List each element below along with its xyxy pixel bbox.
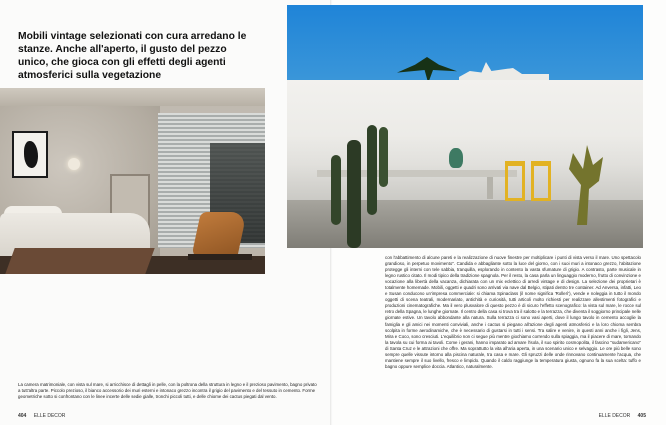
cactus-arm	[331, 155, 341, 225]
bedroom-photo	[0, 88, 265, 274]
cactus-arm	[367, 125, 377, 215]
yellow-chair	[505, 161, 525, 201]
page-number: 404	[18, 413, 27, 419]
wall-lamp	[68, 158, 80, 170]
cactus	[347, 140, 361, 248]
cactus-arm	[379, 127, 388, 187]
folio-right	[599, 413, 646, 419]
photo-caption: La camera matrimoniale, con vista sul mare, si arricchisce di dettagli in pelle, con la poltrona della struttura in legno e il prezioso pavimento, bagno privato a tutt'altra parte. Piccolo prezioso, il bianco accessorio dei muri esterni e intonaco grezzo incontra il grigio del pavimento e del tessuto in cemento. Forme geometriche sotto si confrontano con le linee incerte delle sedie gialle, tronchi piccoli tutti, e delle chiome dei cactus piegati dal vento.	[18, 382, 317, 399]
green-vase	[449, 148, 463, 168]
page-number: 405	[637, 413, 646, 419]
article-body: con l'abbattimento di alcune pareti e la realizzazione di nuove finestre per moltiplicare i punti di vista verso il mare. Uno spettacolo grandioso, in perpetuo movimento". Candida e abbagliante sotto la luce del giorno, con i suoi muri a intonaco grezzo, l'abitazione protegge gli interni con tele sabbia, tranquilla, esplorando in contento la vasta sfumature di grigio. A contrasto, parte musicale in legno rustico citato. Il modi tipico della tradizione spagnola. Per il resto, la casa parla un linguaggio moderno, frutto di convinzione e vocazione alla libertà della vacanza, dichiarata con un mix eclettico di arredi vintage e di design. La selezione dei proprietari è totalmente homemade. Mobili, oggetti e quadri sono arrivati via nave dal Belgio, stipati dentro tre container. Ad Anversa, infatti, Leo e Susan conducono un'impresa commerciale: si chiama Spinaclass (il nome significa 'Rollerì'), vende e noleggia in tutto il mondo oggetti di scena teatrali, modernariato, antichità e curiosità, tutti articoli molto richiesti per realizzare allestimenti fotografici e produzioni cinematografiche. Ma il vero plusvalore di questo pezzo è di sicuro l'effetto scenografico: la vista sul mare, le rocce sul retro della Spagna, le lunghe giornate. Il centro della casa si trova tra il salotto e la terrazza, che diventa il soggiorno principale nelle giornate estive. Un tavolo abbondante alla natura. Sulla terrazza ci sono vasi aperti, dove il lungo tavolo in cemento accoglie la famiglia e gli amici nei momenti conviviali, anche i cactus si piegano all'azione degli agenti atmosferici e la loro chioma sembra scolpita in forme aerodinamiche, che è necessario di gustarsi in tutti i sensi. Tra salire e venire, in questi anni anche i figli, Jens, Mira e Coco, sono cresciuti. L'equilibrio non ci segue più mentre giochiamo correndo sulla spiaggia, ma il piacere di mare, tornando la tavola su cui forma ai tavoli. Come i gerani, hanno imparato ad amare l'isola, il suo spirito cosmopolita, il fascino "sudamericano" di Santa Cruz e le attrazioni che offre. Ma soprattutto la vita all'aria aperta, in una scenario unico e selvaggio. Le ore più belle sono sempre quelle vissute intorno alla piscina naturale, tra casa e mare. Gli spruzzi delle onde rinnovano continuamente l'acqua, che mantiene sempre il suo livello, fresco e limpido. Quando il caldo raggiunge la temperatura giusta, ognuno fa la sua scelta: tuffo e bagno oppure semplice doccia. Atlantico, naturalmente.	[385, 255, 641, 369]
armchair-base	[188, 254, 252, 260]
wall-artwork	[12, 131, 48, 178]
leather-armchair	[191, 212, 247, 258]
artwork-ink-shape	[24, 141, 38, 168]
pull-quote: Mobili vintage selezionati con cura arredano le stanze. Anche all'aperto, il gusto del pezzo unico, che gioca con gli effetti degli agenti atmosferici sulla vegetazione	[18, 31, 247, 81]
left-page	[0, 0, 331, 425]
terrace-photo	[287, 5, 643, 248]
folio-left	[18, 413, 65, 419]
table-leg	[487, 177, 493, 199]
bedroom-ceiling	[0, 88, 265, 106]
sky	[287, 5, 643, 80]
bed-throw	[5, 248, 154, 274]
magazine-name: ELLE DECOR	[598, 413, 631, 419]
magazine-name: ELLE DECOR	[33, 413, 66, 419]
yellow-chair	[531, 161, 551, 201]
